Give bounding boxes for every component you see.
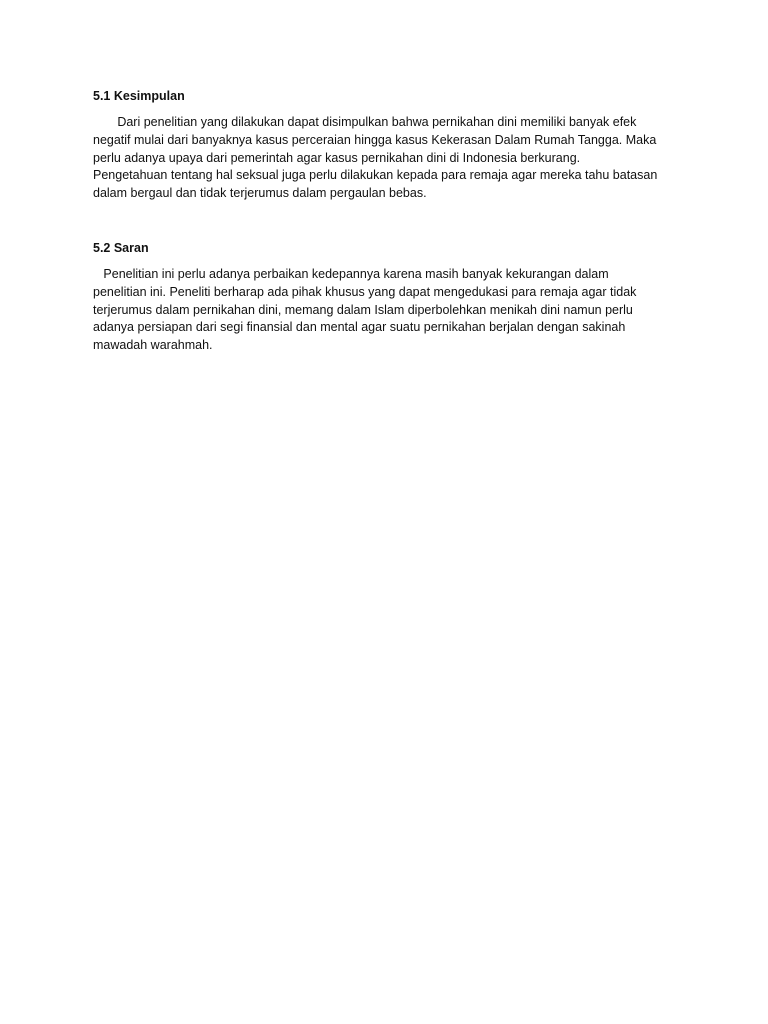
section-paragraph xyxy=(93,266,693,355)
section-paragraph xyxy=(93,114,693,203)
paragraph-line xyxy=(93,114,693,132)
paragraph-indent xyxy=(93,115,117,129)
paragraph-line xyxy=(93,266,693,284)
section-heading: 5.1 Kesimpulan xyxy=(93,89,185,103)
paragraph-line: dalam bergaul dan tidak terjerumus dalam pergaulan bebas. xyxy=(93,186,427,201)
paragraph-line: mawadah warahmah. xyxy=(93,338,213,353)
paragraph-line: terjerumus dalam pernikahan dini, memang dalam Islam diperbolehkan menikah dini namun perlu xyxy=(93,302,633,317)
paragraph-line: perlu adanya upaya dari pemerintah agar kasus pernikahan dini di Indonesia berkurang. xyxy=(93,150,581,165)
paragraph-indent xyxy=(93,267,103,281)
section-heading: 5.2 Saran xyxy=(93,241,149,255)
paragraph-line: penelitian ini. Peneliti berharap ada pihak khusus yang dapat mengedukasi para remaja agar tidak xyxy=(93,284,637,299)
paragraph-line: negatif mulai dari banyaknya kasus perceraian hingga kasus Kekerasan Dalam Rumah Tangga. Maka xyxy=(93,132,657,147)
paragraph-line: adanya persiapan dari segi finansial dan mental agar suatu pernikahan berjalan dengan sakinah xyxy=(93,320,626,335)
section-saran xyxy=(93,240,693,355)
section-kesimpulan xyxy=(93,88,693,203)
paragraph-line-text: Penelitian ini perlu adanya perbaikan kedepannya karena masih banyak kekurangan dalam xyxy=(103,267,609,281)
paragraph-line-text: Dari penelitian yang dilakukan dapat disimpulkan bahwa pernikahan dini memiliki banyak efek xyxy=(117,115,637,129)
paragraph-line: Pengetahuan tentang hal seksual juga perlu dilakukan kepada para remaja agar mereka tahu batasan xyxy=(93,168,658,183)
